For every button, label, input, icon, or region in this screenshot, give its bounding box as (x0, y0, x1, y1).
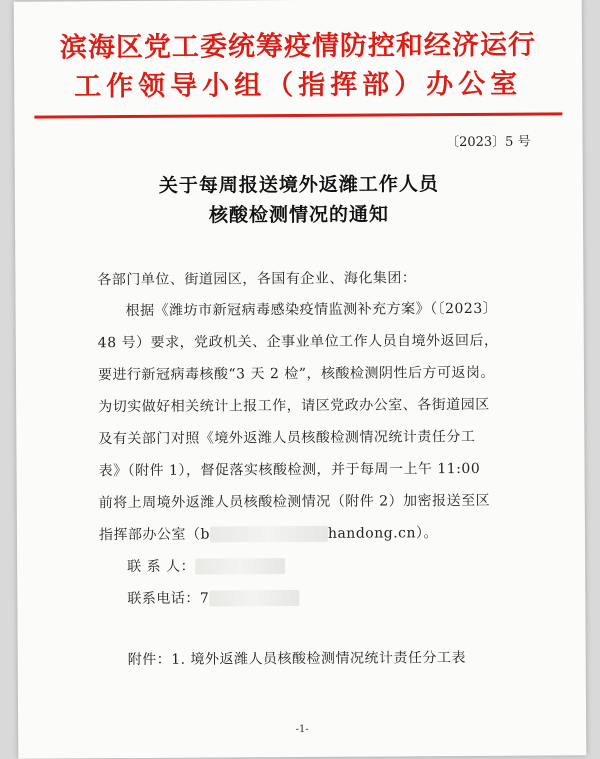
email-line (99, 522, 438, 544)
document-page (14, 0, 587, 759)
paragraph-line: 前将上周境外返潍人员核酸检测情况（附件 2）加密报送至区 (99, 490, 490, 512)
red-divider (34, 112, 562, 118)
contact-line (127, 555, 285, 576)
paragraph-line: 及有关部门对照《境外返潍人员核酸检测情况统计责任分工 (98, 426, 475, 448)
redacted-region (209, 590, 299, 607)
issuer-header-line-2: 工作领导小组（指挥部）办公室 (14, 61, 582, 103)
notice-title-line-1: 关于每周报送境外返潍工作人员 (15, 168, 583, 198)
redacted-region (210, 526, 328, 543)
phone-line (127, 587, 299, 608)
email-end: handong.cn）。 (328, 525, 438, 542)
email-line-prefix: 指挥部办公室（ (99, 527, 201, 544)
paragraph-line: 48 号）要求，党政机关、企事业单位工作人员自境外返回后， (98, 330, 499, 352)
paragraph-line: 要进行新冠病毒核酸“3 天 2 检”，核酸检测阴性后方可返岗。 (98, 362, 495, 384)
salutation: 各部门单位、街道园区，各国有企业、海化集团： (97, 267, 416, 289)
page-number: -1- (18, 722, 586, 736)
redacted-region (195, 558, 285, 575)
notice-title-line-2: 核酸检测情况的通知 (15, 198, 583, 228)
phone-value: 7 (200, 591, 210, 607)
paragraph-line: 表》（附件 1），督促落实核酸检测，并于每周一上午 11:00 (98, 458, 480, 480)
document-number: 〔2023〕5 号 (446, 131, 531, 151)
attachment-line: 附件：1. 境外返潍人员核酸检测情况统计责任分工表 (128, 647, 466, 669)
email-start: b (200, 527, 210, 543)
issuer-header-line-1: 滨海区党工委统筹疫情防控和经济运行 (14, 22, 582, 64)
contact-label: 联 系 人： (127, 559, 195, 575)
paragraph-line: 为切实做好相关统计上报工作，请区党政办公室、各街道园区 (98, 394, 490, 416)
phone-label: 联系电话： (127, 591, 200, 607)
paragraph-line: 根据《潍坊市新冠病毒感染疫情监测补充方案》（〔2023〕 (126, 298, 498, 320)
